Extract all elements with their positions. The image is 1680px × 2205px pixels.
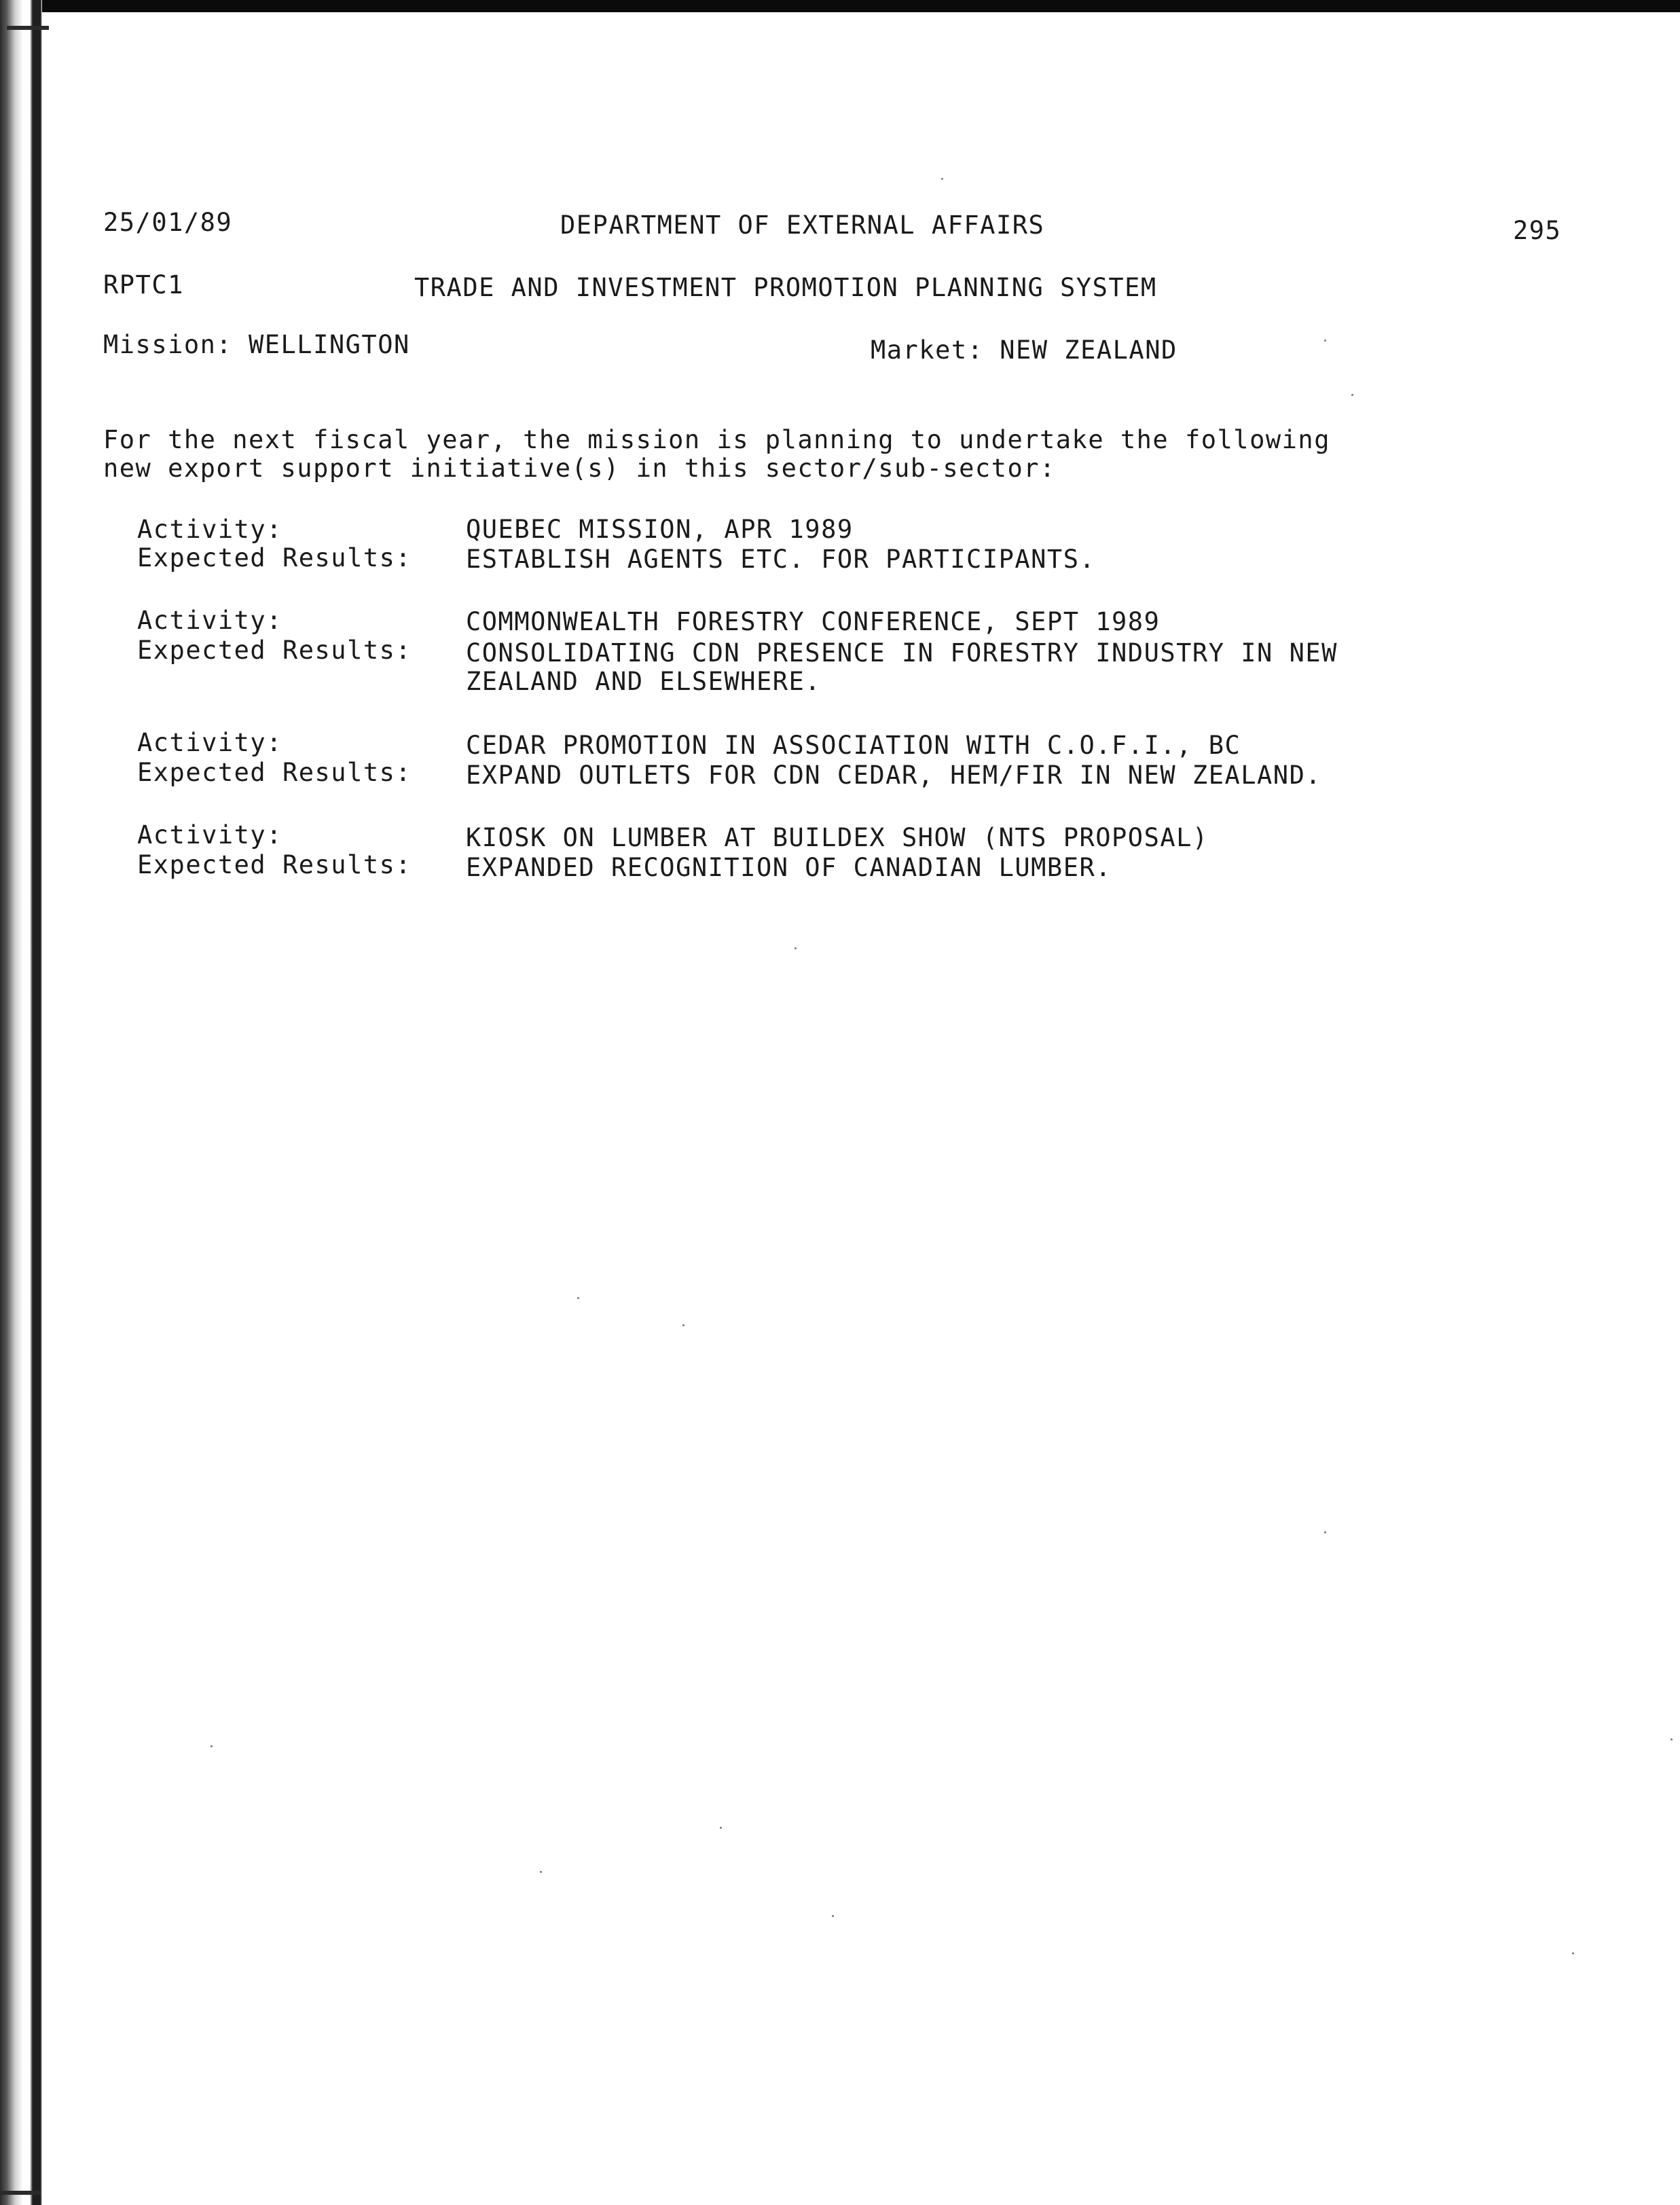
expected-results-label: Expected Results: [137,850,412,879]
report-code: RPTC1 [103,270,184,299]
mission-field: Mission: WELLINGTON [103,330,410,359]
scan-speck [832,1915,834,1917]
expected-results-label: Expected Results: [137,636,412,665]
department-title: DEPARTMENT OF EXTERNAL AFFAIRS [560,211,1045,240]
scan-speck [1572,1952,1574,1954]
scan-speck [1324,340,1326,342]
activity-value: QUEBEC MISSION, APR 1989 [466,515,854,544]
scan-speck [1324,1531,1326,1533]
scan-left-rule-bottom [0,2191,41,2195]
scan-left-edge [0,0,42,2205]
expected-results-value-continued: ZEALAND AND ELSEWHERE. [466,667,822,696]
scan-left-rule-top [7,26,49,30]
scan-top-edge [0,0,1680,12]
scan-speck [682,1324,684,1326]
scan-speck [795,947,797,949]
scan-speck [211,1745,213,1747]
page-number: 295 [1513,216,1562,245]
scan-speck [577,1297,579,1299]
activity-label: Activity: [137,820,282,850]
scan-speck [540,1871,542,1873]
activity-label: Activity: [137,606,282,635]
intro-line-1: For the next fiscal year, the mission is planning to undertake the following [103,425,1330,454]
scan-speck [1351,394,1353,396]
scan-speck [720,1827,722,1829]
scan-speck [941,178,943,180]
system-title: TRADE AND INVESTMENT PROMOTION PLANNING SYSTEM [414,273,1157,302]
activity-label: Activity: [137,728,282,757]
intro-line-2: new export support initiative(s) in this sector/sub-sector: [103,454,1056,483]
expected-results-value: CONSOLIDATING CDN PRESENCE IN FORESTRY INDUSTRY IN NEW [466,638,1338,668]
activity-value: CEDAR PROMOTION IN ASSOCIATION WITH C.O.F.I., BC [466,731,1241,760]
expected-results-value: EXPAND OUTLETS FOR CDN CEDAR, HEM/FIR IN NEW ZEALAND. [466,761,1322,790]
expected-results-label: Expected Results: [137,758,412,787]
scan-speck [1670,1738,1673,1741]
expected-results-value: EXPANDED RECOGNITION OF CANADIAN LUMBER. [466,853,1112,882]
market-field: Market: NEW ZEALAND [871,335,1177,365]
activity-value: KIOSK ON LUMBER AT BUILDEX SHOW (NTS PROPOSAL) [466,823,1209,852]
report-date: 25/01/89 [103,208,233,237]
expected-results-label: Expected Results: [137,543,412,572]
activity-value: COMMONWEALTH FORESTRY CONFERENCE, SEPT 1989 [466,607,1161,636]
expected-results-value: ESTABLISH AGENTS ETC. FOR PARTICIPANTS. [466,545,1096,574]
activity-label: Activity: [137,515,282,544]
